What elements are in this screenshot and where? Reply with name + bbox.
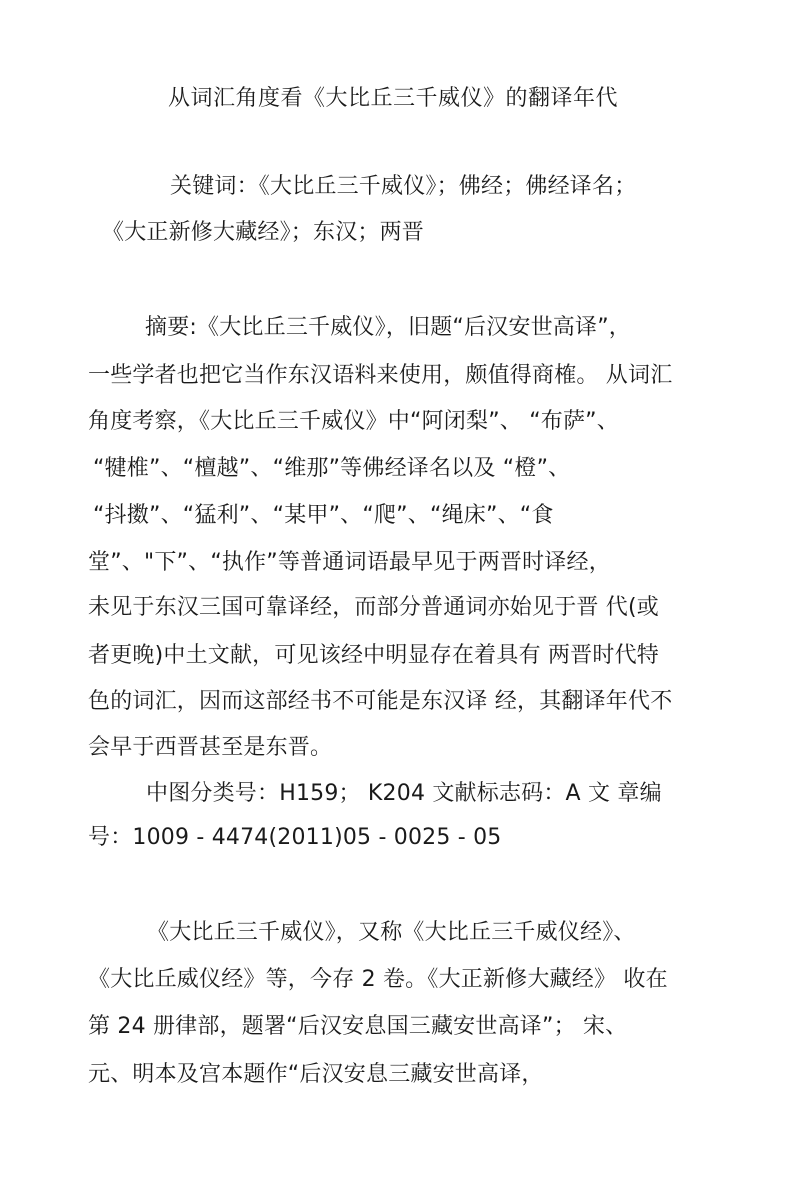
- document-title: 从词汇角度看《大比丘三千威仪》的翻译年代: [168, 86, 619, 111]
- body-line-1: 《大比丘三千威仪》，又称《大比丘三千威仪经》、: [147, 920, 636, 945]
- abstract-line-2: 一些学者也把它当作东汉语料来使用，颇值得商榷。 从词汇: [88, 363, 673, 388]
- abstract-line-10: 会早于西晋甚至是东晋。: [88, 735, 333, 760]
- body-line-3: 第 24 册律部，题署“后汉安息国三藏安世高译”； 宋、: [88, 1014, 628, 1039]
- keywords-line-2: 《大正新修大藏经》；东汉；两晋: [102, 220, 425, 245]
- abstract-line-3: 角度考察，《大比丘三千威仪》中“阿闭梨”、 “布萨”、: [88, 409, 619, 434]
- classification-line-1: 中图分类号：H159； K204 文献标志码：A 文 章编: [146, 781, 662, 806]
- body-line-2: 《大比丘威仪经》等，今存 2 卷。《大正新修大藏经》 收在: [88, 967, 668, 992]
- abstract-line-6: 堂”、"下”、“执作”等普通词语最早见于两晋时译经，: [88, 550, 611, 575]
- abstract-line-5: “抖擞”、“猛利”、“某甲”、“爬”、“绳床”、“食: [93, 503, 554, 528]
- abstract-line-8: 者更晚)中土文献，可见该经中明显存在着具有 两晋时代特: [88, 643, 659, 668]
- classification-line-2: 号：1009 - 4474(2011)05 - 0025 - 05: [88, 825, 502, 850]
- abstract-line-7: 未见于东汉三国可靠译经，而部分普通词亦始见于晋 代(或: [88, 595, 659, 620]
- body-line-4: 元、明本及宫本题作“后汉安息三藏安世高译，: [88, 1062, 544, 1087]
- abstract-line-4: “犍椎”、“檀越”、“维那”等佛经译名以及 “橙”、: [93, 456, 571, 481]
- abstract-line-1: 摘要:《大比丘三千威仪》，旧题“后汉安世高译”，: [145, 315, 632, 340]
- keywords-line-1: 关键词：《大比丘三千威仪》；佛经；佛经译名；: [170, 174, 637, 199]
- abstract-line-9: 色的词汇，因而这部经书不可能是东汉译 经，其翻译年代不: [88, 689, 673, 714]
